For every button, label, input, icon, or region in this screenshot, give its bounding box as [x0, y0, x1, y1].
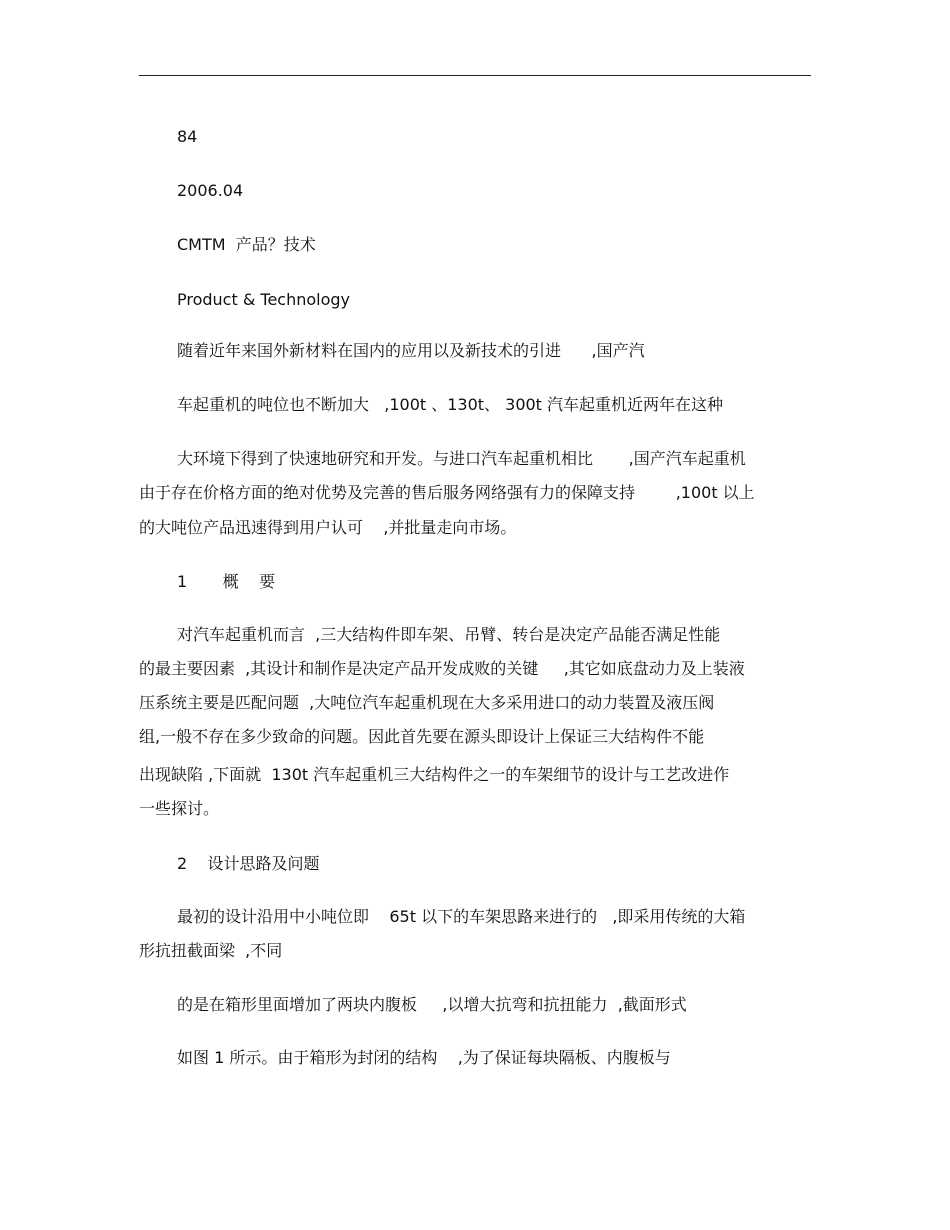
intro-line: 的大吨位产品迅速得到用户认可 ,并批量走向市场。 — [139, 518, 517, 537]
heading-overview: 1 概 要 — [177, 572, 276, 591]
section-title-en: Product & Technology — [177, 290, 351, 309]
overview-line: 一些探讨。 — [139, 799, 220, 818]
heading-design: 2 设计思路及问题 — [177, 854, 320, 873]
intro-line: 大环境下得到了快速地研究和开发。与进口汽车起重机相比 ,国产汽车起重机 — [177, 449, 746, 468]
issue-date: 2006.04 — [177, 181, 244, 200]
overview-line: 对汽车起重机而言 ,三大结构件即车架、吊臂、转台是决定产品能否满足性能 — [177, 625, 721, 644]
overview-line: 的最主要因素 ,其设计和制作是决定产品开发成败的关键 ,其它如底盘动力及上装液 — [139, 659, 745, 678]
overview-line: 压系统主要是匹配问题 ,大吨位汽车起重机现在大多采用进口的动力装置及液压阀 — [139, 693, 715, 712]
design-line: 的是在箱形里面增加了两块内腹板 ,以增大抗弯和抗扭能力 ,截面形式 — [177, 995, 687, 1014]
overview-line: 组,一般不存在多少致命的问题。因此首先要在源头即设计上保证三大结构件不能 — [139, 727, 705, 746]
overview-line: 出现缺陷 ,下面就 130t 汽车起重机三大结构件之一的车架细节的设计与工艺改进作 — [139, 765, 730, 784]
header-rule — [139, 75, 811, 76]
design-line: 如图 1 所示。由于箱形为封闭的结构 ,为了保证每块隔板、内腹板与 — [177, 1048, 671, 1067]
design-line: 形抗扭截面梁 ,不同 — [139, 941, 283, 960]
section-title-cn: CMTM 产品？技术 — [177, 235, 316, 254]
intro-line: 车起重机的吨位也不断加大 ,100t 、130t、 300t 汽车起重机近两年在这种 — [177, 395, 724, 414]
intro-line: 由于存在价格方面的绝对优势及完善的售后服务网络强有力的保障支持 ,100t 以上 — [139, 483, 755, 502]
design-line: 最初的设计沿用中小吨位即 65t 以下的车架思路来进行的 ,即采用传统的大箱 — [177, 907, 746, 926]
page-number: 84 — [177, 127, 198, 146]
intro-line: 随着近年来国外新材料在国内的应用以及新技术的引进 ,国产汽 — [177, 341, 645, 360]
